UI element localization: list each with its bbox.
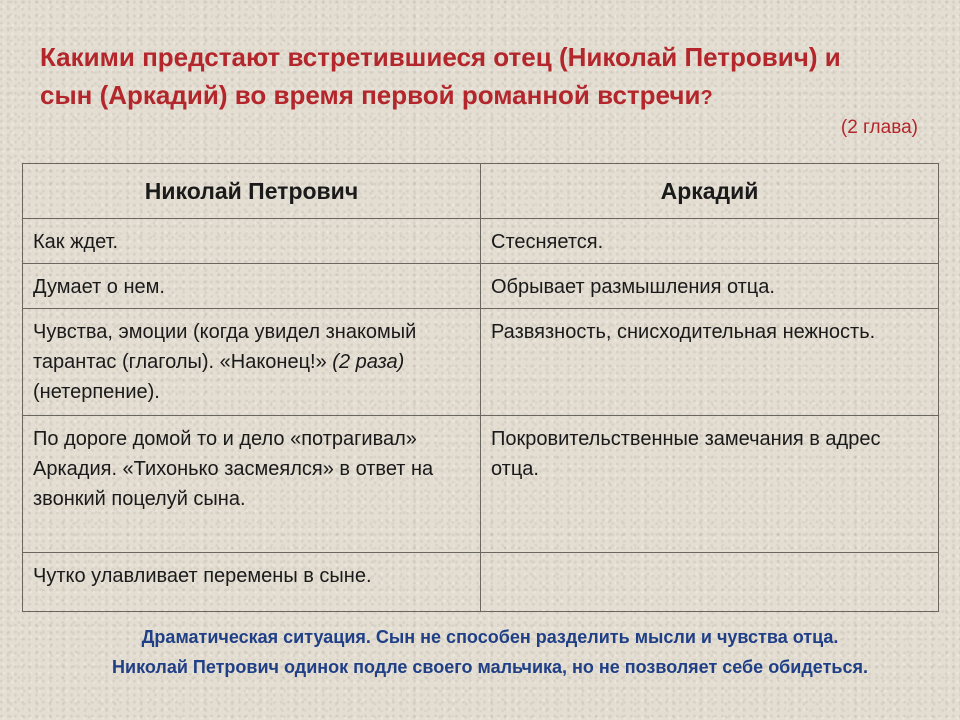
cell-nikolai: По дороге домой то и дело «потрагивал» Аркадия. «Тихонько засмеялся» в ответ на звонкий поцелуй сына. xyxy=(23,416,481,553)
table-row xyxy=(23,553,939,612)
page-title xyxy=(40,38,930,117)
table-row xyxy=(23,416,939,553)
cell-italic-note: (2 раза) xyxy=(332,351,405,373)
header-nikolai: Николай Петрович xyxy=(23,164,481,219)
cell-nikolai xyxy=(23,309,481,416)
title-question-mark: ? xyxy=(700,87,713,109)
cell-text: (нетерпение). xyxy=(33,381,160,403)
cell-arkady: Стесняется. xyxy=(481,219,939,264)
table-row xyxy=(23,219,939,264)
cell-nikolai: Чутко улавливает перемены в сыне. xyxy=(23,553,481,612)
cell-text: Чувства, эмоции (когда увидел знакомый тарантас (глаголы). «Наконец!» xyxy=(33,321,417,373)
cell-nikolai: Думает о нем. xyxy=(23,264,481,309)
title-line-2: сын (Аркадий) во время первой романной встречи xyxy=(40,80,701,110)
cell-arkady-empty xyxy=(481,553,939,612)
table-row xyxy=(23,309,939,416)
conclusion xyxy=(40,622,940,682)
conclusion-line-2: Николай Петрович одинок подле своего мальчика, но не позволяет себе обидеться. xyxy=(112,657,868,677)
comparison-table xyxy=(22,163,939,612)
cell-nikolai: Как ждет. xyxy=(23,219,481,264)
header-arkady: Аркадий xyxy=(481,164,939,219)
cell-arkady: Развязность, снисходительная нежность. xyxy=(481,309,939,416)
cell-arkady: Покровительственные замечания в адрес отца. xyxy=(481,416,939,553)
chapter-label: (2 глава) xyxy=(840,117,918,138)
conclusion-line-1: Драматическая ситуация. Сын не способен разделить мысли и чувства отца. xyxy=(141,627,839,647)
cell-arkady: Обрывает размышления отца. xyxy=(481,264,939,309)
table-header-row xyxy=(23,164,939,219)
table-row xyxy=(23,264,939,309)
title-line-1: Какими предстают встретившиеся отец (Николай Петрович) и xyxy=(40,42,841,72)
